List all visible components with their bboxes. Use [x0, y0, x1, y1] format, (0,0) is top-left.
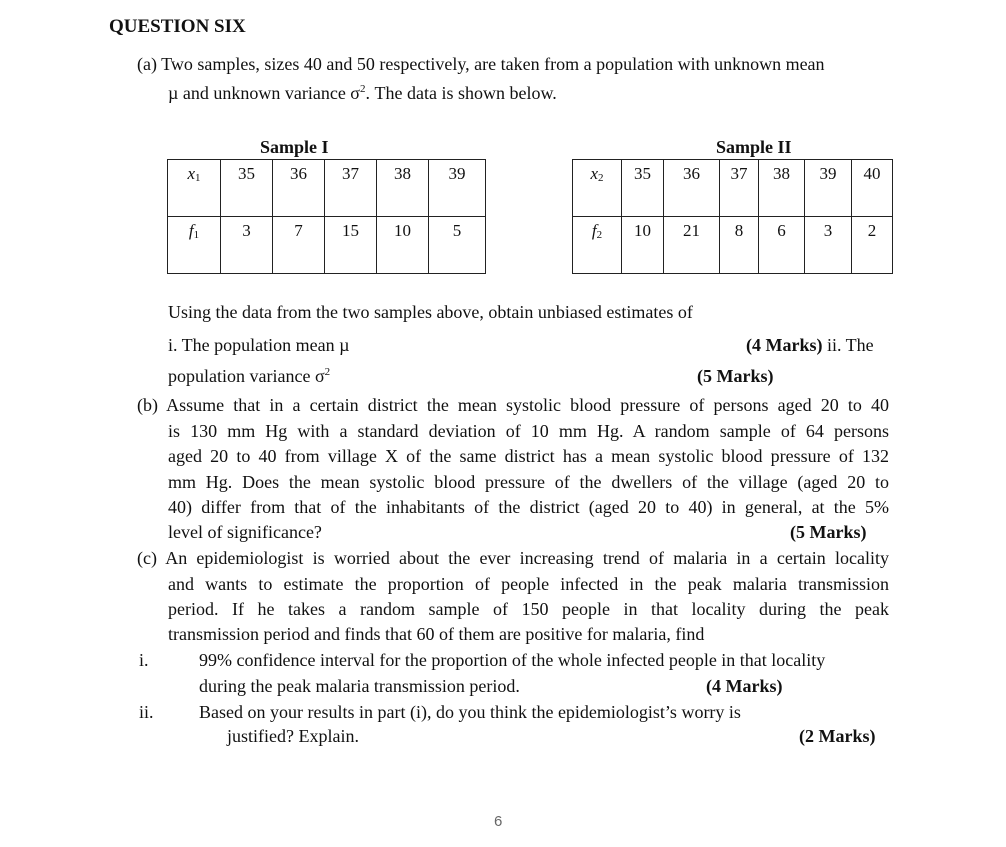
sample1-x-cell: 37 — [325, 160, 377, 217]
part-c-item-i-marks: (4 Marks) — [706, 676, 783, 696]
sample1-table — [167, 159, 486, 274]
sample1-x-row — [168, 160, 486, 217]
sample2-x-cell: 35 — [622, 160, 664, 217]
variance-superscript: 2 — [324, 366, 331, 378]
variance-superscript: 2 — [360, 83, 366, 95]
sample2-f-label: f2 — [573, 217, 622, 274]
sample1-x-cell: 39 — [429, 160, 486, 217]
sample1-f-cell: 5 — [429, 217, 486, 274]
sample2-f-cell: 2 — [852, 217, 893, 274]
sample2-f-cell: 10 — [622, 217, 664, 274]
sample2-f-cell: 6 — [759, 217, 805, 274]
part-b-line: 40) differ from that of the inhabitants of the district (aged 20 to 40) in general, at the 5% — [168, 497, 889, 517]
page-number: 6 — [494, 813, 503, 830]
part-c-item-i-number: i. — [139, 650, 149, 670]
part-c-item-i-line2: during the peak malaria transmission period. — [199, 676, 520, 696]
part-c-last-line: transmission period and finds that 60 of them are positive for malaria, find — [168, 624, 705, 644]
part-c-line: and wants to estimate the proportion of people infected in the peak malaria transmission — [168, 574, 889, 594]
sample1-x-cell: 36 — [273, 160, 325, 217]
part-a-item-i-marks: (4 Marks) — [746, 335, 823, 355]
part-a-item-ii-prefix: ii. The — [826, 335, 874, 355]
sample1-f-cell: 3 — [221, 217, 273, 274]
part-a-intro-line2-text: µ and unknown variance σ — [168, 83, 361, 103]
part-c-item-ii-line1: Based on your results in part (i), do you think the epidemiologist’s worry is — [199, 702, 741, 722]
part-c-item-ii-line2: justified? Explain. — [227, 726, 359, 746]
part-a-intro-line2 — [168, 83, 557, 104]
sample2-x-cell: 39 — [805, 160, 852, 217]
part-a-item-i-marks-line — [746, 335, 874, 356]
sample1-f-label: f1 — [168, 217, 221, 274]
sample1-x-cell: 35 — [221, 160, 273, 217]
part-b-line: mm Hg. Does the mean systolic blood pressure of the dwellers of the village (aged 20 to — [168, 472, 889, 492]
part-a-intro-line2-end: . The data is shown below. — [365, 83, 557, 103]
part-c-line: period. If he takes a random sample of 150 people in that locality during the peak — [168, 599, 889, 619]
part-b-last-line: level of significance? — [168, 522, 322, 542]
part-a-instruction: Using the data from the two samples above, obtain unbiased estimates of — [168, 302, 693, 322]
sample2-table — [572, 159, 893, 274]
sample2-f-row — [573, 217, 893, 274]
sample2-x-cell: 38 — [759, 160, 805, 217]
part-a-item-ii-marks: (5 Marks) — [697, 366, 774, 386]
sample1-f-cell: 15 — [325, 217, 377, 274]
sample1-x-cell: 38 — [377, 160, 429, 217]
sample2-f-cell: 21 — [664, 217, 720, 274]
sample2-caption: Sample II — [716, 137, 792, 157]
sample1-f-cell: 7 — [273, 217, 325, 274]
part-b-line: (b) Assume that in a certain district the mean systolic blood pressure of persons aged 20 to 40 — [137, 395, 889, 415]
sample1-f-cell: 10 — [377, 217, 429, 274]
sample1-x-label: x1 — [168, 160, 221, 217]
part-a-item-ii: population variance $\sigma^2$ — [168, 366, 331, 386]
sample2-f-cell: 8 — [720, 217, 759, 274]
sample2-x-cell: 37 — [720, 160, 759, 217]
part-c-item-ii-marks: (2 Marks) — [799, 726, 876, 746]
sample2-x-cell: 36 — [664, 160, 720, 217]
question-title: QUESTION SIX — [109, 16, 246, 37]
part-a-item-i: i. The population mean µ — [168, 335, 350, 355]
sample2-f-cell: 3 — [805, 217, 852, 274]
part-a-intro-line1: (a) Two samples, sizes 40 and 50 respectively, are taken from a population with unknown mean — [137, 54, 825, 74]
part-c-item-ii-number: ii. — [139, 702, 154, 722]
part-c-line: (c) An epidemiologist is worried about the ever increasing trend of malaria in a certain locality — [137, 548, 889, 568]
sample1-caption: Sample I — [260, 137, 329, 157]
sample2-x-row — [573, 160, 893, 217]
part-c-item-i-line1: 99% confidence interval for the proportion of the whole infected people in that locality — [199, 650, 826, 670]
part-b-line: is 130 mm Hg with a standard deviation of 10 mm Hg. A random sample of 64 persons — [168, 421, 889, 441]
part-b-line: aged 20 to 40 from village X of the same district has a mean systolic blood pressure of 132 — [168, 446, 889, 466]
sample2-x-label: x2 — [573, 160, 622, 217]
part-b-marks: (5 Marks) — [790, 522, 867, 542]
sample1-f-row — [168, 217, 486, 274]
sample2-x-cell: 40 — [852, 160, 893, 217]
